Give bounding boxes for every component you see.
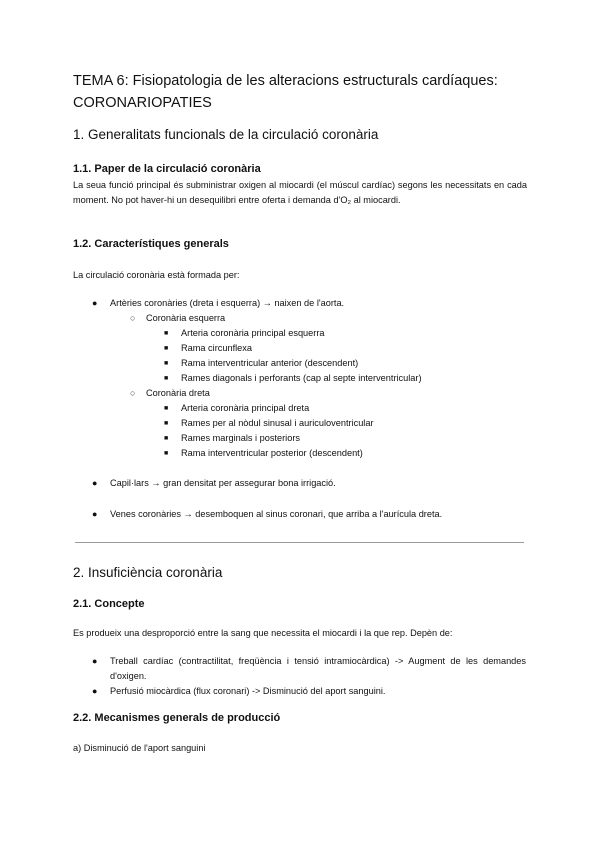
list-item-arteries: Artèries coronàries (dreta i esquerra) → naixen de l'aorta.	[110, 298, 345, 308]
subsection-2-2-heading: 2.2. Mecanismes generals de producció	[73, 712, 281, 724]
list-item-left-coronary: Coronària esquerra	[146, 313, 226, 323]
section-1-heading: 1. Generalitats funcionals de la circulació coronària	[73, 127, 379, 142]
list-item-left-branch: Rama interventricular anterior (descendent)	[181, 358, 359, 368]
horizontal-divider	[75, 542, 524, 543]
square-bullet-icon: ■	[164, 375, 169, 382]
subsection-1-1-heading: 1.1. Paper de la circulació coronària	[73, 163, 261, 175]
list-item-capillaries: Capil·lars → gran densitat per assegurar bona irrigació.	[110, 478, 336, 488]
square-bullet-icon: ■	[164, 435, 169, 442]
list-item-left-branch: Rama circunflexa	[181, 343, 252, 353]
page-title: TEMA 6: Fisiopatologia de les alteracions estructurals cardíaques: CORONARIOPATIES	[73, 73, 498, 111]
square-bullet-icon: ■	[164, 420, 169, 427]
square-bullet-icon: ■	[164, 405, 169, 412]
list-item-right-branch: Arteria coronària principal dreta	[181, 403, 310, 413]
list-item-cardiac-work: Treball cardíac (contractilitat, freqüència i tensió intramiocàrdica) -> Augment de les demandes d'oxigen.	[110, 656, 526, 681]
list-item-perfusion: Perfusió miocàrdica (flux coronari) -> Disminució del aport sanguini.	[110, 686, 386, 696]
list-item-right-branch: Rames per al nòdul sinusal i auriculoventricular	[181, 418, 374, 428]
list-item-veins: Venes coronàries → desemboquen al sinus coronari, que arriba a l'aurícula dreta.	[110, 509, 443, 519]
square-bullet-icon: ■	[164, 330, 169, 337]
list-item-right-coronary: Coronària dreta	[146, 388, 210, 398]
bullet-icon: ●	[92, 656, 98, 666]
subsection-2-1-heading: 2.1. Concepte	[73, 598, 145, 610]
circle-bullet-icon: ○	[130, 313, 136, 323]
list-item-right-branch: Rames marginals i posteriors	[181, 433, 300, 443]
square-bullet-icon: ■	[164, 345, 169, 352]
list-item-left-branch: Arteria coronària principal esquerra	[181, 328, 325, 338]
section-2-heading: 2. Insuficiència coronària	[73, 565, 223, 580]
subsection-2-2-item-a: a) Disminució de l'aport sanguini	[73, 743, 206, 753]
subsection-1-2-intro: La circulació coronària està formada per:	[73, 270, 240, 280]
bullet-icon: ●	[92, 509, 98, 519]
bullet-icon: ●	[92, 478, 98, 488]
subsection-2-1-text: Es produeix una desproporció entre la sang que necessita el miocardi i la que rep. Depèn de:	[73, 628, 453, 638]
subsection-1-1-text: La seua funció principal és subministrar oxigen al miocardi (el múscul cardíac) segons les necessitats en cada moment. No pot haver-hi un desequilibri entre oferta i demanda d'O₂ al miocardi.	[73, 180, 527, 205]
subsection-1-2-heading: 1.2. Característiques generals	[73, 238, 229, 250]
square-bullet-icon: ■	[164, 360, 169, 367]
square-bullet-icon: ■	[164, 450, 169, 457]
bullet-icon: ●	[92, 298, 98, 308]
bullet-icon: ●	[92, 686, 98, 696]
list-item-right-branch: Rama interventricular posterior (descendent)	[181, 448, 363, 458]
list-item-left-branch: Rames diagonals i perforants (cap al septe interventricular)	[181, 373, 422, 383]
circle-bullet-icon: ○	[130, 388, 136, 398]
